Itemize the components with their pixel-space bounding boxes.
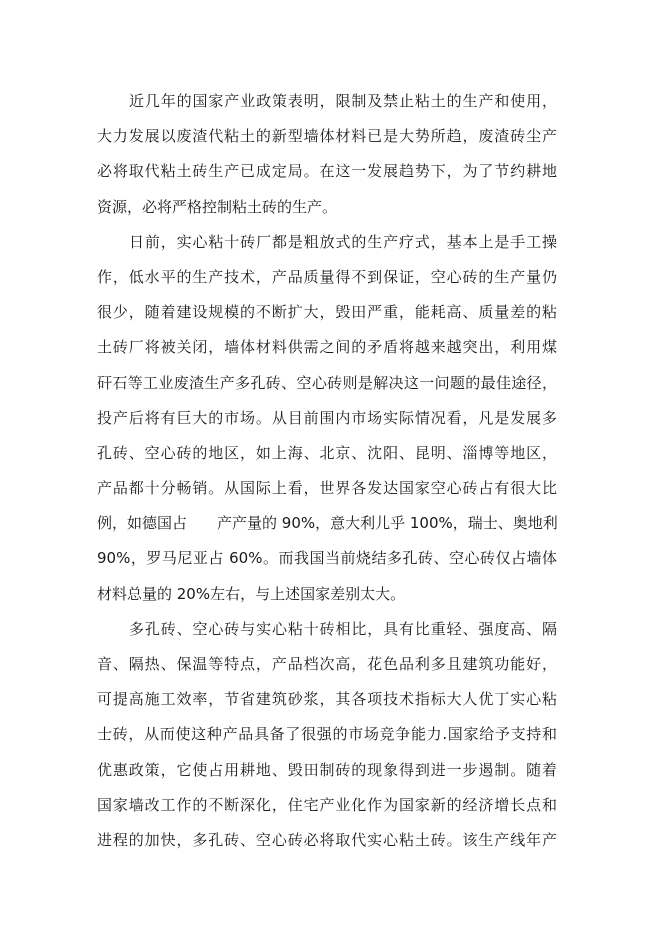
text-line: 可提高施工效率，节省建筑砂浆，其各项技术指标大人优丁实心粘 [97, 690, 557, 709]
text-line: 很少，随着建设规模的不断扩大，毁田严重，能耗高、质量差的粘 [97, 303, 557, 322]
text-line: 作，低水平的生产技术，产品质量得不到保证，空心砖的生产量仍 [97, 267, 557, 286]
text-line: 90%，罗马尼亚占 60%。而我国当前烧结多孔砖、空心砖仅占墙体 [97, 549, 557, 568]
text-line: 国家墙改工作的不断深化，住宅产业化作为国家新的经济增长点和 [97, 795, 557, 814]
paragraph-policy [97, 84, 557, 225]
text-line: 投产后将有巨大的市场。从目前围内市场实际情况看，凡是发展多 [97, 408, 557, 427]
text-line: 产品都十分畅销。从国际上看，世界各发达国家空心砖占有很大比 [97, 479, 557, 498]
text-line: 孔砖、空心砖的地区，如上海、北京、沈阳、昆明、淄博等地区， [97, 443, 557, 462]
text-line: 近几年的国家产业政策表明，限制及禁止粘土的生产和使用， [129, 92, 557, 110]
text-line: 日前，实心粘十砖厂都是粗放式的生产疗式，基本上是手工操 [129, 232, 557, 251]
text-line: 士砖，从而使这种产品具备了很强的市场竞争能力.国家给予支持和 [97, 725, 557, 744]
text-line: 例，如德国占 产产量的 90%，意大利儿乎 100%，瑞士、奥地利 [97, 514, 558, 533]
text-line: 优惠政策，它使占用耕地、毁田制砖的现象得到进一步遏制。随着 [97, 760, 557, 779]
text-line: 材料总量的 20%左右，与上述国家差别太大。 [97, 584, 406, 603]
text-line: 矸石等工业废渣生产多孔砖、空心砖则是解决这一问题的最佳途径， [97, 373, 557, 392]
text-line: 音、隔热、保温等特点，产品档次高，花色品利多且建筑功能好， [97, 655, 557, 673]
text-line: 土砖厂将被关闭，墙体材料供需之间的矛盾将越来越突出，利用煤 [97, 338, 557, 357]
paragraph-market [97, 225, 557, 612]
text-line: 必将取代粘土砖生产已成定局。在这一发展趋势下，为了节约耕地 [97, 162, 557, 181]
paragraph-advantages [97, 612, 557, 858]
document-body [97, 84, 557, 858]
text-line: 进程的加快，多孔砖、空心砖必将取代实心粘土砖。该生产线年产 [97, 830, 557, 849]
text-line: 多孔砖、空心砖与实心粘十砖相比，具有比重轻、强度高、隔 [129, 619, 557, 638]
text-line: 资源，必将严格控制粘土砖的生产。 [97, 197, 338, 216]
text-line: 大力发展以废渣代粘土的新型墙体材料已是大势所趋，废渣砖尘产 [97, 127, 557, 146]
